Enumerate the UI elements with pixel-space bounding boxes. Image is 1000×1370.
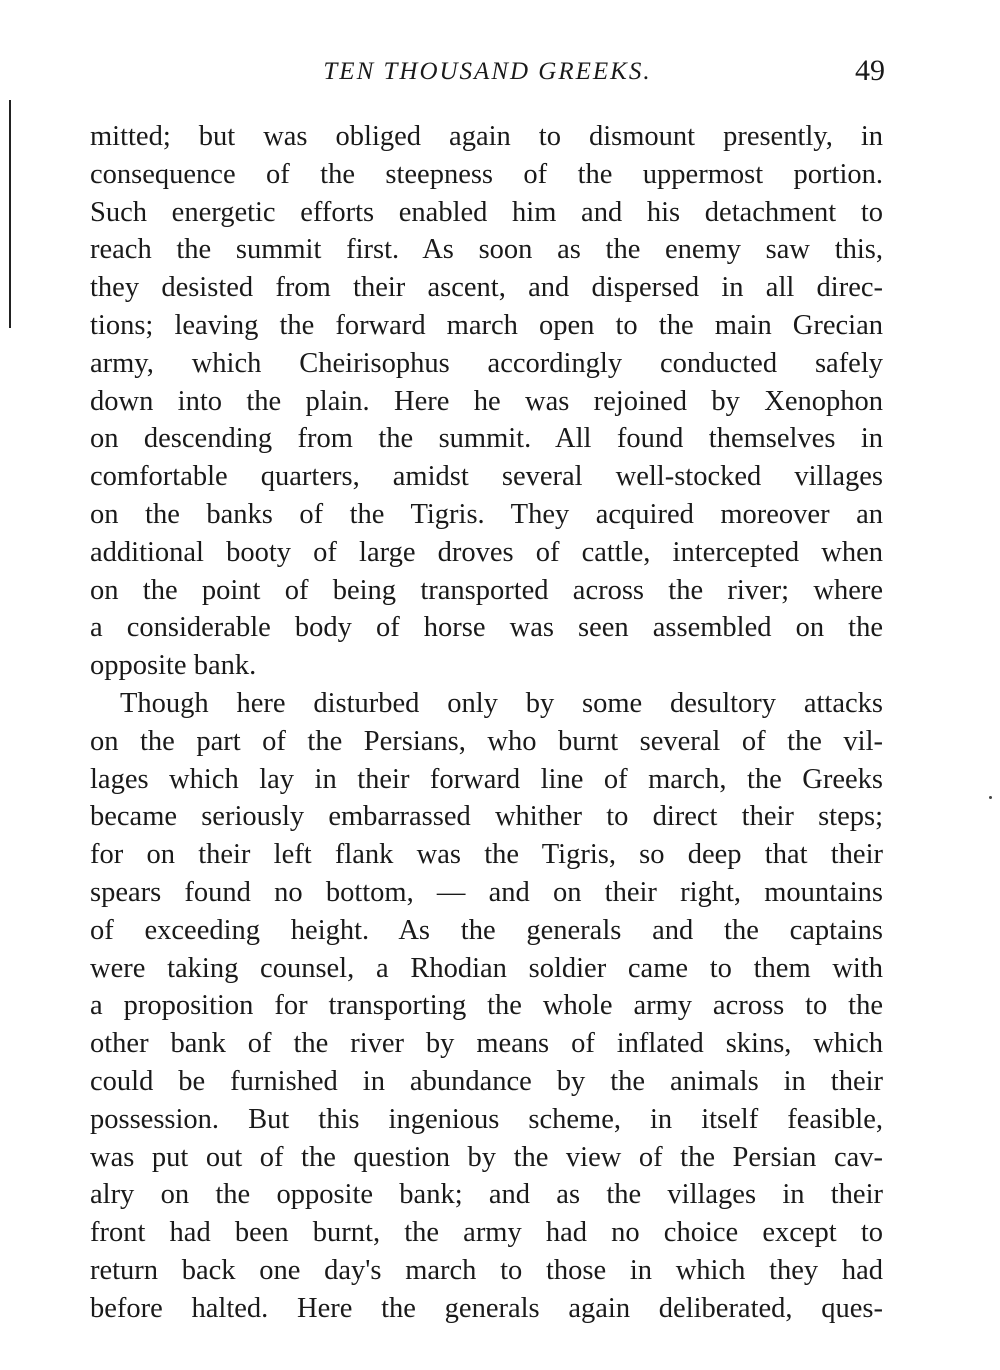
text-line: they desisted from their ascent, and dispersed in all direc- [90, 272, 883, 304]
text-line: a proposition for transporting the whole army across to the [90, 990, 883, 1022]
text-line: mitted; but was obliged again to dismount presently, in [90, 121, 883, 152]
text-line: for on their left flank was the Tigris, so deep that their [90, 839, 883, 871]
page-header [90, 54, 885, 98]
text-line: became seriously embarrassed whither to direct their steps; [90, 801, 883, 833]
text-line: other bank of the river by means of inflated skins, which [90, 1028, 883, 1060]
text-line: army, which Cheirisophus accordingly conducted safely [90, 347, 883, 379]
text-line: comfortable quarters, amidst several well-stocked villages [90, 461, 883, 493]
text-line: down into the plain. Here he was rejoined by Xenophon [90, 385, 883, 417]
text-line: a considerable body of horse was seen assembled on the [90, 612, 883, 644]
margin-dot [989, 796, 992, 799]
text-line: Such energetic efforts enabled him and his detachment to [90, 196, 883, 228]
text-line: of exceeding height. As the generals and the captains [90, 914, 883, 946]
text-line: were taking counsel, a Rhodian soldier came to them with [90, 952, 883, 984]
text-line: front had been burnt, the army had no choice except to [90, 1217, 883, 1249]
paragraph-1 [90, 118, 883, 685]
text-line: reach the summit first. As soon as the enemy saw this, [90, 234, 883, 266]
text-line: on the banks of the Tigris. They acquired moreover an [90, 498, 883, 530]
text-line: Though here disturbed only by some desultory attacks [120, 687, 883, 719]
running-head: TEN THOUSAND GREEKS. [323, 58, 652, 85]
text-line: spears found no bottom, — and on their right, mountains [90, 876, 883, 908]
text-line: before halted. Here the generals again deliberated, ques- [90, 1292, 883, 1324]
text-line: on the part of the Persians, who burnt several of the vil- [90, 725, 883, 757]
text-line: consequence of the steepness of the uppermost portion. [90, 158, 883, 190]
text-line: on descending from the summit. All found themselves in [90, 423, 883, 455]
text-line: opposite bank. [90, 650, 257, 682]
text-line: on the point of being transported across the river; where [90, 574, 883, 606]
text-line: lages which lay in their forward line of march, the Greeks [90, 763, 883, 795]
page-number: 49 [855, 54, 885, 87]
text-line: possession. But this ingenious scheme, in itself feasible, [90, 1103, 883, 1135]
paragraph-2 [90, 685, 883, 1328]
text-line: tions; leaving the forward march open to the main Grecian [90, 309, 883, 341]
text-line: additional booty of large droves of cattle, intercepted when [90, 536, 883, 568]
body-text [90, 118, 883, 1328]
text-line: could be furnished in abundance by the animals in their [90, 1065, 883, 1097]
text-line: was put out of the question by the view of the Persian cav- [90, 1141, 883, 1173]
margin-rule [9, 100, 11, 328]
text-line: alry on the opposite bank; and as the villages in their [90, 1179, 883, 1211]
text-line: return back one day's march to those in which they had [90, 1254, 883, 1286]
